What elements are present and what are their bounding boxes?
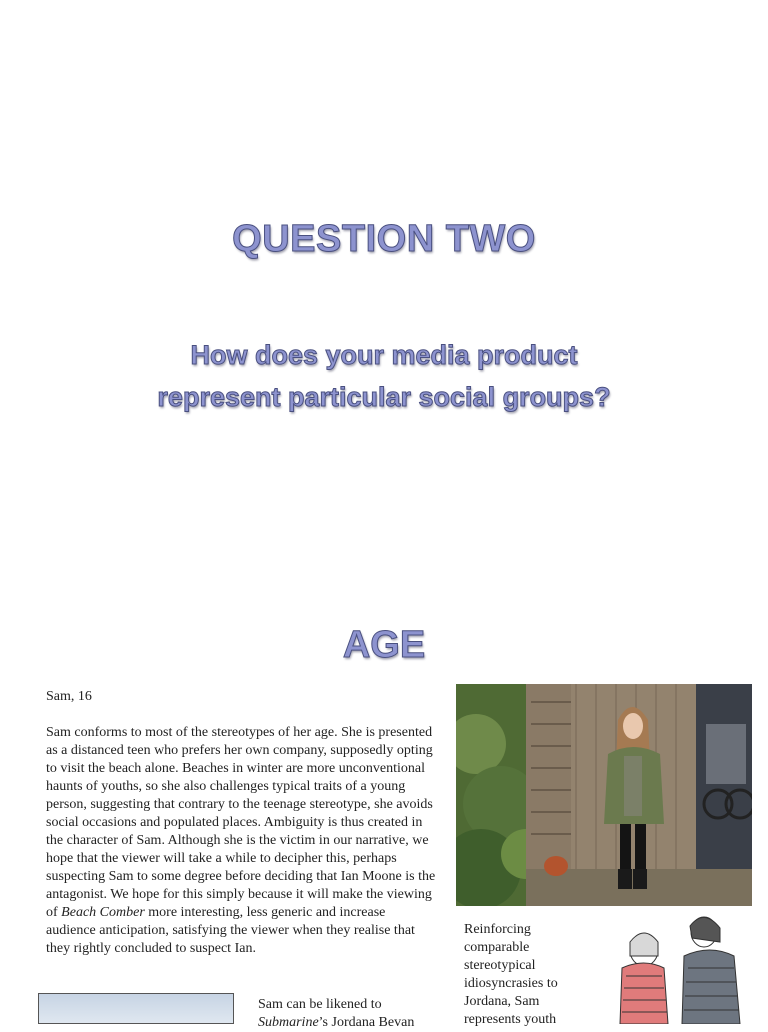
character-description (46, 724, 436, 958)
section-title-age: AGE (342, 624, 426, 666)
slide-title: QUESTION TWO (232, 218, 536, 260)
comparison-caption: Reinforcing comparable stereotypical idiosyncrasies to Jordana, Sam represents youth (464, 922, 558, 1027)
film-title-italic: Beach Comber (61, 905, 145, 920)
character-label: Sam, 16 (46, 689, 92, 704)
slide-question (0, 334, 768, 418)
liken-caption (258, 996, 433, 1032)
character-photo (456, 684, 752, 906)
lower-photo (38, 993, 234, 1024)
question-line-1: How does your media product (190, 340, 578, 370)
liken-film-italic: Submarine (258, 1015, 319, 1030)
description-text-1: Sam conforms to most of the stereotypes of her age. She is presented as a distanced teen who prefers her own company, supposedly opting to visit the beach alone. Beaches in winter are more unconventional haunts of youths, so she also challenges typical traits of a young person, suggesting that contrary to the teenage stereotype, she avoids social occasions and populated places. Ambiguity is thus created in the character of Sam. Although she is the victim in our narrative, we hope that the viewer will take a while to decipher this, perhaps suspecting Sam to some degree before deciding that Ian Moone is the antagonist. We hope for this simply because it will make the viewing of (46, 725, 436, 920)
question-line-2: represent particular social groups? (157, 382, 611, 412)
liken-text-2: ’s Jordana Bevan (318, 1015, 415, 1030)
sketch-illustration (592, 912, 762, 1024)
liken-text-1: Sam can be likened to (258, 997, 382, 1012)
description-text-2: more interesting, less generic and increase audience anticipation, satisfying the viewer when they realise that they rightly concluded to suspect Ian. (46, 905, 415, 956)
